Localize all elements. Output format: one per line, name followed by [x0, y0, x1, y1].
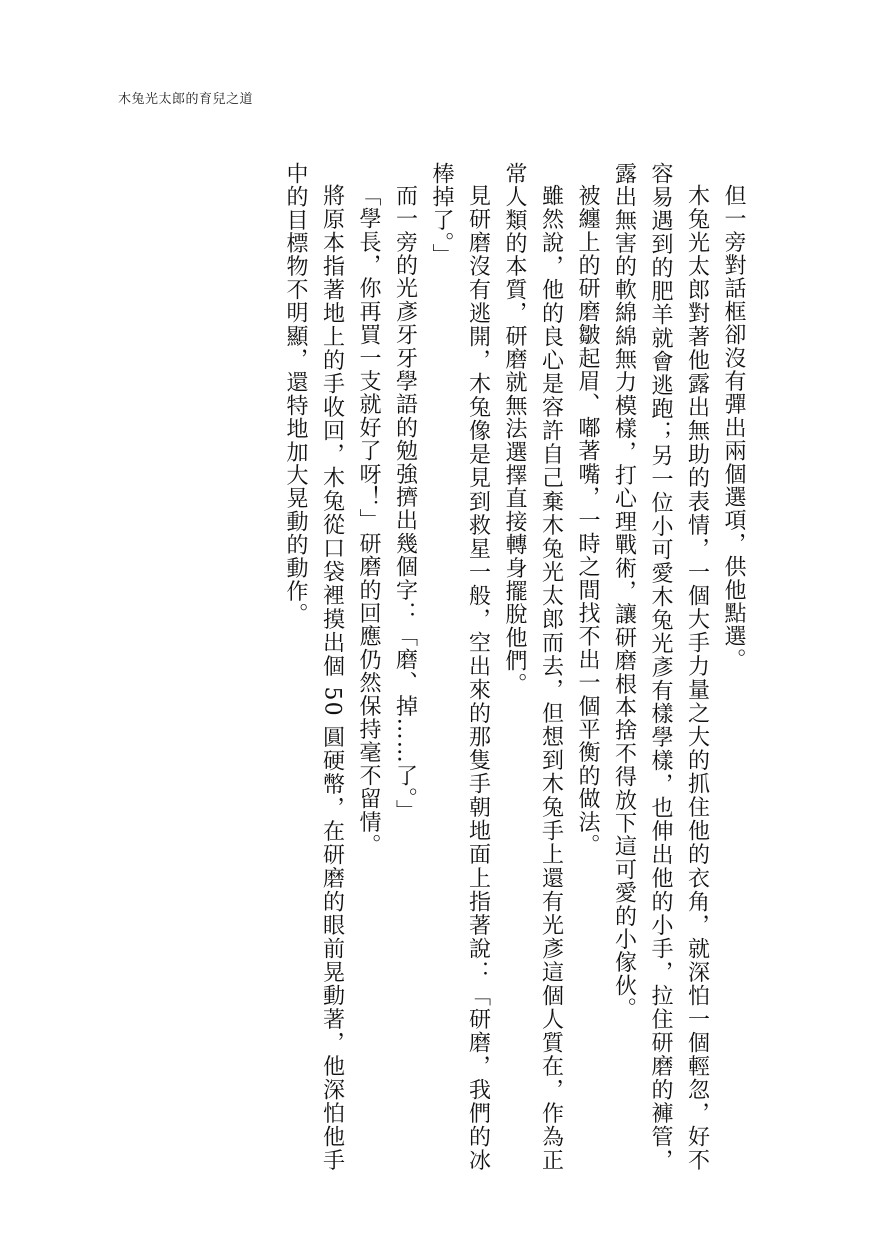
paragraph: 但一旁對話框卻沒有彈出兩個選項，供他點選。 — [721, 184, 746, 672]
paragraph: 雖然說，他的良心是容許自己棄木兔光太郎而去，但想到木兔手上還有光彥這個人質在，作為正常人類的本質，研磨就無法選擇直接轉身擺脫他們。 — [502, 162, 564, 1172]
paragraph: 而一旁的光彥牙牙學語的勉強擠出幾個字：「磨、掉……了。」 — [392, 184, 418, 823]
running-header-title: 木兔光太郎的育兒之道 — [118, 92, 254, 107]
paragraph: 將原本指著地上的手收回，木兔從口袋裡摸出個 50 圓硬幣，在研磨的眼前晃動著，他深怕他手中的目標物不明顯，還特地加大晃動的動作。 — [283, 162, 345, 1172]
paragraph: 被纏上的研磨皺起眉、嘟著嘴，一時之間找不出一個平衡的做法。 — [575, 184, 600, 857]
paragraph: 木兔光太郎對著他露出無助的表情，一個大手力量之大的抓住他的衣角，就深怕一個輕忽，好不容易遇到的肥羊就會逃跑；另一位小可愛木兔光彥有樣學樣，也伸出他的小手，拉住研磨的褲管，露出無害的軟綿綿無力模樣，打心理戰術，讓研磨根本捨不得放下這可愛的小傢伙。 — [611, 162, 710, 1172]
vertical-body-text — [277, 162, 752, 1172]
paragraph: 見研磨沒有逃開，木兔像是見到救星一般，空出來的那隻手朝地面上指著說：「研磨，我們的冰棒掉了。」 — [429, 162, 491, 1172]
paragraph: 「學長，你再買一支就好了呀！」研磨的回應仍然保持毫不留情。 — [356, 184, 381, 857]
